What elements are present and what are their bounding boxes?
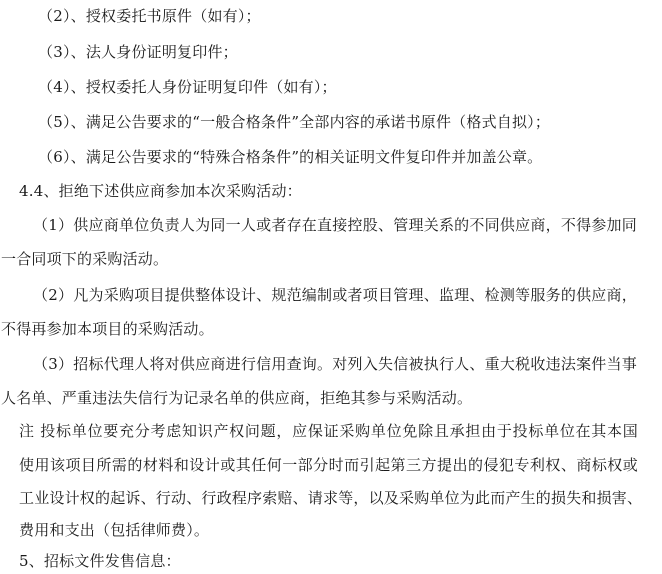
list-item-4-3-2: （2）、授权委托书原件（如有）； bbox=[38, 7, 261, 25]
section-4-4-item-3-line-1: （3）招标代理人将对供应商进行信用查询。对列入失信被执行人、重大税收违法案件当事 bbox=[33, 355, 637, 373]
list-item-4-3-4: （4）、授权委托人身份证明复印件（如有）； bbox=[38, 78, 337, 96]
section-4-4-item-1-line-1: （1）供应商单位负责人为同一人或者存在直接控股、管理关系的不同供应商，不得参加同 bbox=[33, 216, 637, 234]
list-item-4-3-3: （3）、法人身份证明复印件； bbox=[38, 43, 238, 61]
note-line-2: 使用该项目所需的材料和设计或其任何一部分时而引起第三方提出的侵犯专利权、商标权或 bbox=[19, 456, 638, 474]
section-4-4-item-3-line-2: 人名单、严重违法失信行为记录名单的供应商，拒绝其参与采购活动。 bbox=[1, 389, 473, 407]
list-item-4-3-6: （6）、满足公告要求的“特殊合格条件”的相关证明文件复印件并加盖公章。 bbox=[38, 148, 543, 166]
note-line-4: 费用和支出（包括律师费）。 bbox=[19, 521, 210, 539]
list-item-4-3-5: （5）、满足公告要求的“一般合格条件”全部内容的承诺书原件（格式自拟）； bbox=[38, 113, 551, 131]
note-line-3: 工业设计权的起诉、行动、行政程序索赔、请求等，以及采购单位为此而产生的损失和损害、 bbox=[19, 489, 643, 507]
section-5-heading: 5、招标文件发售信息： bbox=[19, 552, 181, 570]
note-line-1: 注 投标单位要充分考虑知识产权问题，应保证采购单位免除且承担由于投标单位在其本国 bbox=[19, 422, 638, 440]
section-4-4-heading: 4.4、拒绝下述供应商参加本次采购活动： bbox=[19, 182, 302, 200]
section-4-4-item-2-line-1: （2）凡为采购项目提供整体设计、规范编制或者项目管理、监理、检测等服务的供应商， bbox=[33, 286, 637, 304]
section-4-4-item-2-line-2: 不得再参加本项目的采购活动。 bbox=[1, 320, 214, 338]
section-4-4-item-1-line-2: 一合同项下的采购活动。 bbox=[1, 250, 169, 268]
